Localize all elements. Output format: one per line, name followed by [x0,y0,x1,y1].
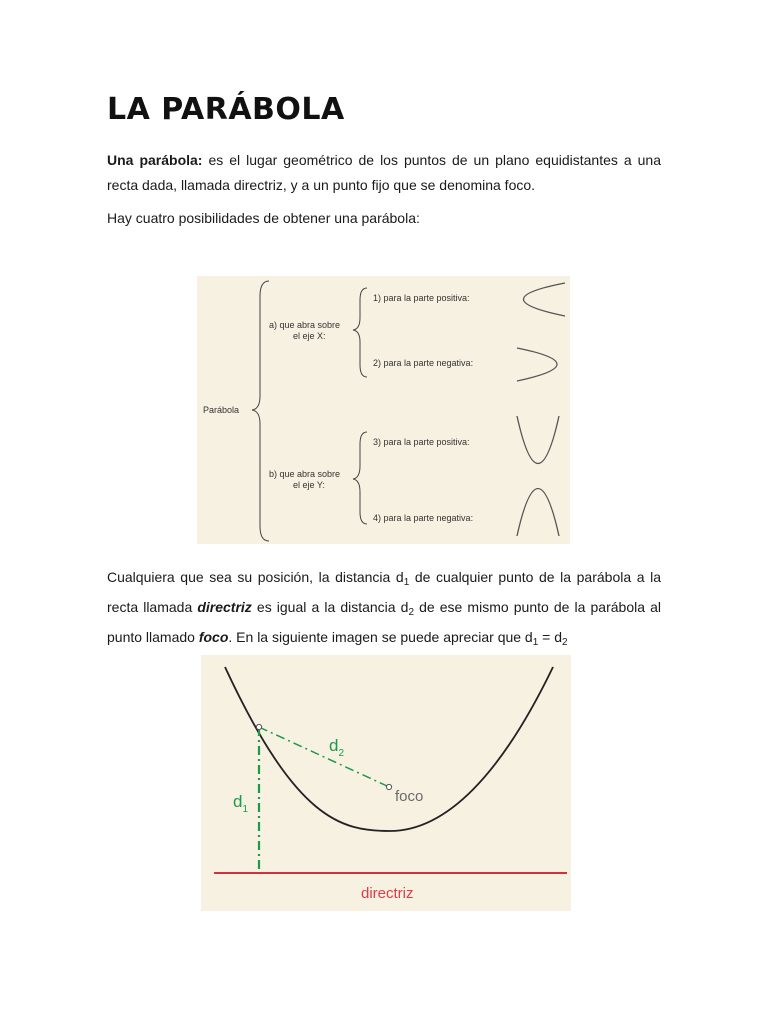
d2-segment [259,727,387,786]
group-a-label-2: el eje X: [293,331,326,341]
case-3-label: 3) para la parte positiva: [373,437,470,447]
parabola-curve [225,667,553,831]
focus-label: foco [395,788,424,805]
parabola-open-right-icon [524,283,566,316]
point-on-parabola [256,724,261,729]
case-1-label: 1) para la parte positiva: [373,293,470,303]
d2-label: $d_2$ [329,736,345,759]
group-a-label-1: a) que abra sobre [269,320,341,330]
root-label: Parábola [203,405,240,415]
d1-label: $d_1$ [233,792,249,815]
classification-figure [197,276,570,544]
definition-term: Una parábola: [107,152,203,168]
foco-term: foco [198,629,229,645]
parabola-open-up-icon [517,416,559,464]
directrix-label: directriz [361,885,414,902]
main-brace [252,281,269,541]
classification-diagram [197,276,570,544]
group-b-label-1: b) que abra sobre [269,469,341,479]
definition-paragraph [107,148,661,198]
directriz-term: directriz [197,599,252,615]
definition-text: es el lugar geométrico de los puntos de un plano equidistantes a una recta dada, llamada directriz, y a un punto fijo que se denomina foco. [107,152,662,193]
brace-a [353,288,367,377]
focus-directrix-figure [201,655,571,911]
case-4-label: 4) para la parte negativa: [373,513,474,523]
focus-directrix-diagram [201,655,571,911]
parabola-open-left-icon [517,348,557,381]
distance-paragraph: Cualquiera que sea su posición, la distancia $d_1$ de cualquier punto de la parábola a la recta llamada directriz es igual a la distancia $d_2$ de ese mismo punto de la parábola al punto llamado foco. En la siguiente imagen se puede apreciar que $d_1 = d_2$ [107,569,661,648]
parabola-open-down-icon [517,489,559,537]
possibilities-paragraph: Hay cuatro posibilidades de obtener una parábola: [107,210,420,226]
group-b-label-2: el eje Y: [293,480,325,490]
brace-b [353,432,367,524]
focus-point [386,784,391,789]
case-2-label: 2) para la parte negativa: [373,358,474,368]
page-title: LA PARÁBOLA [107,92,345,127]
